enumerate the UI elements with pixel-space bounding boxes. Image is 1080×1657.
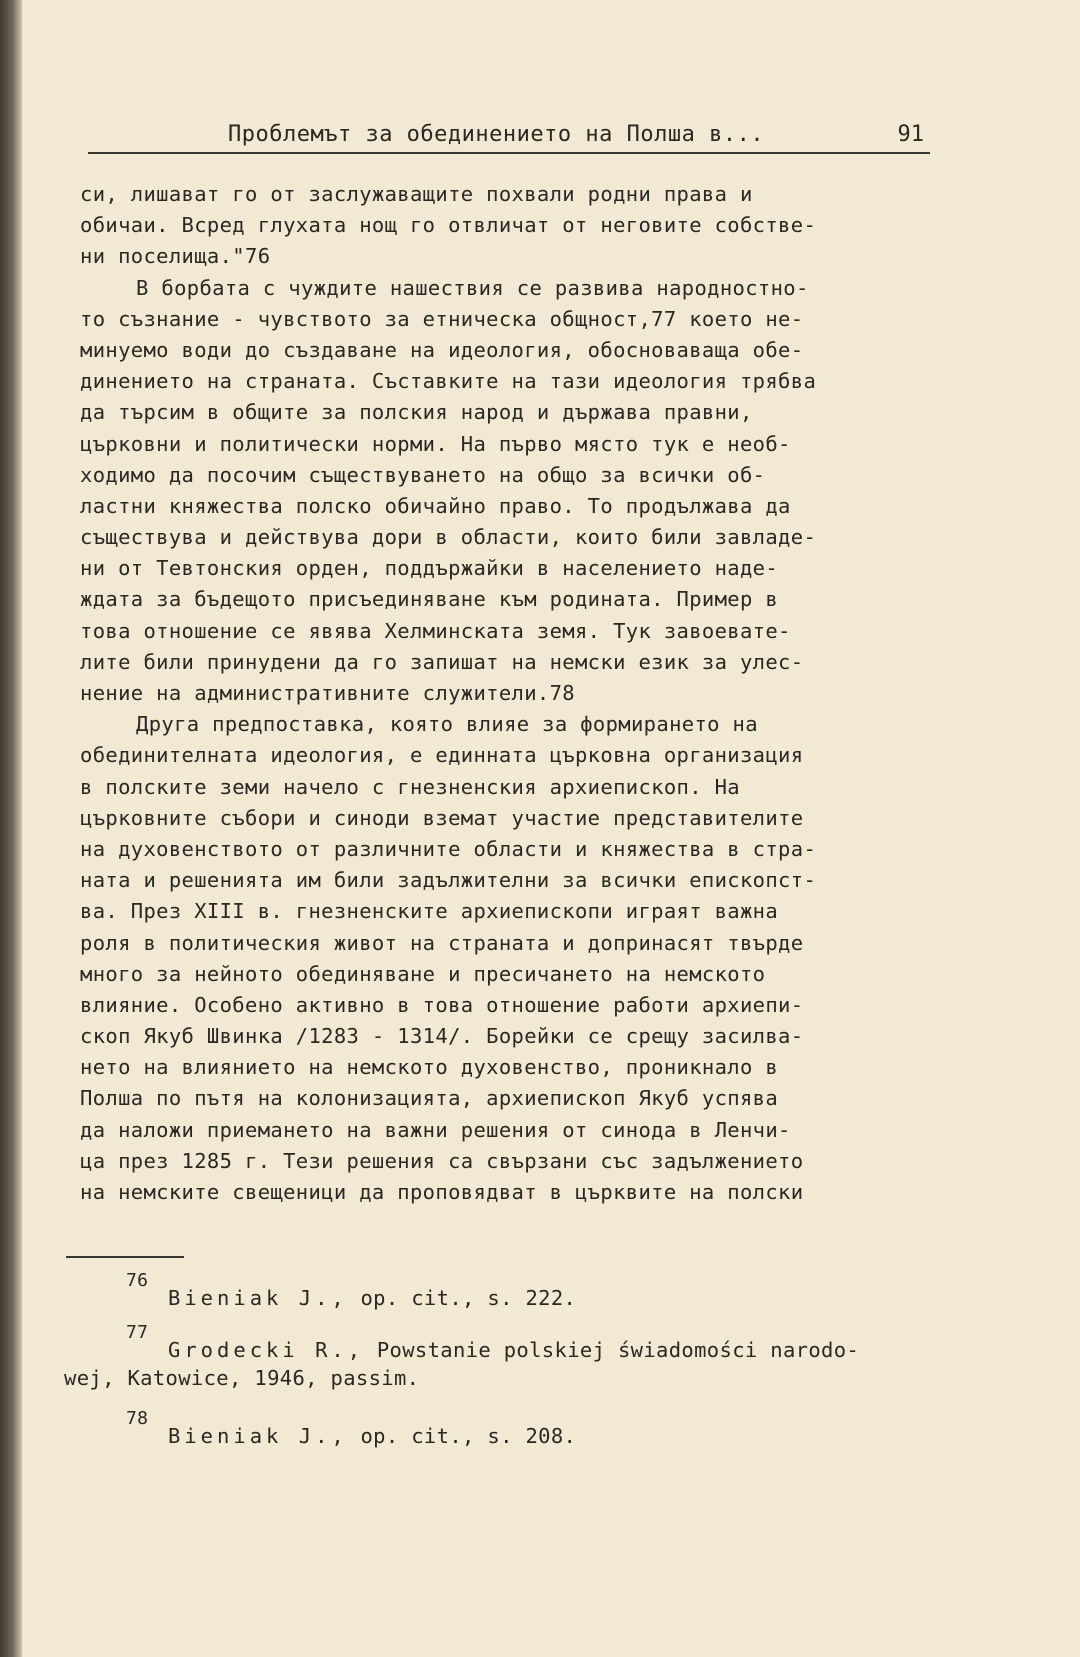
text-line: ва. През XIII в. гнезненските архиепископи играят важна <box>80 899 779 924</box>
text-line: влияние. Особено активно в това отношение работи архиепи- <box>80 992 804 1017</box>
text-line: църковни и политически норми. На първо място тук е необ- <box>80 431 791 456</box>
text-line: много за нейното обединяване и пресичането на немското <box>80 961 766 986</box>
text-line: скоп Якуб Швинка /1283 - 1314/. Борейки се срещу засилва- <box>80 1024 804 1049</box>
text-line: на духовенството от различните области и княжества в стра- <box>80 836 817 861</box>
text-line: да наложи приемането на важни решения от синода в Ленчи- <box>80 1117 791 1142</box>
text-line: църковните събори и синоди вземат участие представителите <box>80 805 804 830</box>
footnote-76 <box>58 1270 938 1310</box>
text-line: обединителната идеология, е единната църковна организация <box>80 743 804 768</box>
text-line: да търсим в общите за полския народ и държава правни, <box>80 400 753 425</box>
footnote-author: Bieniak J., <box>168 1424 348 1448</box>
text-line: в полските земи начело с гнезненския архиепископ. На <box>80 774 740 799</box>
footnote-continuation: wej, Katowice, 1946, passim. <box>64 1366 420 1390</box>
text-line: си, лишават го от заслужаващите похвали родни права и <box>80 182 753 206</box>
text-line: ходимо да посочим съществуването на общо за всички об- <box>80 462 766 487</box>
text-line: това отношение се явява Хелминската земя. Тук завоевате- <box>80 618 791 643</box>
text-line: В борбата с чуждите нашествия се развива народностно- <box>136 275 809 300</box>
footnote-text <box>58 1286 938 1310</box>
running-header <box>88 118 930 154</box>
text-line: ната и решенията им били задължителни за всички епископст- <box>80 868 817 893</box>
text-line: Друга предпоставка, която влияе за формирането на <box>136 712 758 737</box>
footnote-author: Bieniak J., <box>168 1286 348 1310</box>
footnote-citation: op. cit., s. 208. <box>360 1424 577 1448</box>
text-line: нение на административните служители.78 <box>80 681 575 705</box>
text-line: динението на страната. Съставките на тази идеология трябва <box>80 369 817 394</box>
footnote-number: 76 <box>126 1270 149 1291</box>
page-number: 91 <box>897 122 924 147</box>
text-line: ца през 1285 г. Тези решения са свързани със задължението <box>80 1148 804 1173</box>
text-line: обичаи. Всред глухата нощ го отвличат от неговите собстве- <box>80 213 817 238</box>
text-line: Полша по пътя на колонизацията, архиепископ Якуб успява <box>80 1086 779 1111</box>
main-text <box>80 182 940 1211</box>
text-line: нето на влиянието на немското духовенство, проникнало в <box>80 1055 779 1080</box>
text-line: съществува и действува дори в области, които били завладе- <box>80 525 817 550</box>
text-line: лите били принудени да го запишат на немски език за улес- <box>80 649 804 674</box>
footnote-77 <box>58 1322 938 1390</box>
text-line: на немските свещеници да проповядват в църквите на полски <box>80 1180 804 1204</box>
footnote-78 <box>58 1408 938 1448</box>
text-line: ни поселища."76 <box>80 244 271 269</box>
text-line: ластни княжества полско обичайно право. То продължава да <box>80 493 791 518</box>
footnote-author: Grodecki R., <box>168 1338 365 1362</box>
text-line: минуемо води до създаване на идеология, обосноваваща обе- <box>80 337 804 362</box>
text-line: ждата за бъдещото присъединяване към родината. Пример в <box>80 587 779 612</box>
footnote-separator <box>66 1256 184 1258</box>
text-line: то съзнание - чувството за етническа общност,77 което не- <box>80 306 804 331</box>
footnote-number: 77 <box>126 1322 149 1343</box>
footnote-citation: Powstanie polskiej świadomości narodo- <box>376 1338 860 1362</box>
running-title: Проблемът за обединението на Полша в... <box>228 122 765 147</box>
footnote-number: 78 <box>126 1408 149 1429</box>
book-spine-edge <box>0 0 22 1657</box>
footnote-text <box>58 1338 938 1362</box>
text-line: роля в политическия живот на страната и допринасят твърде <box>80 930 804 955</box>
text-line: ни от Тевтонския орден, поддържайки в населението наде- <box>80 556 779 581</box>
footnote-text <box>58 1424 938 1448</box>
footnote-citation: op. cit., s. 222. <box>360 1286 577 1310</box>
